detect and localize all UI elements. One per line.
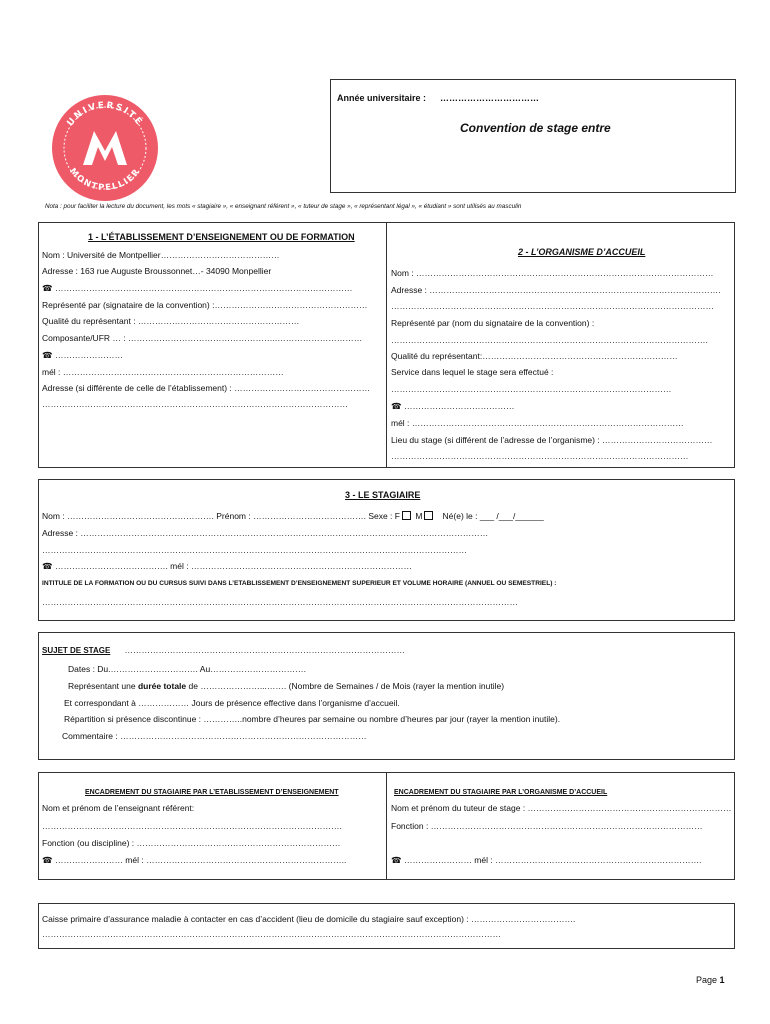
etablissement-telephone-2[interactable]: ☎ …………………… bbox=[42, 350, 123, 360]
organisme-lieu-stage-2[interactable]: …………………………………………………………………………………………… bbox=[391, 451, 689, 461]
organisme-mel[interactable]: mél : …………………………………………………………………………………… bbox=[391, 418, 684, 428]
etablissement-adresse[interactable]: Adresse : 163 rue Auguste Broussonnet…- 34090 Monpellier bbox=[42, 266, 272, 276]
etablissement-nom[interactable]: Nom : Université de Montpellier…………………………………… bbox=[42, 250, 280, 260]
organisme-represente-par[interactable]: Représenté par (nom du signataire de la convention) : bbox=[391, 318, 595, 328]
stagiaire-nom-text: Nom : ……………………………………………. Prénom : …………………………………. Sexe : F bbox=[42, 511, 400, 521]
etablissement-represente-par[interactable]: Représenté par (signataire de la convention) :……………………………………………… bbox=[42, 300, 368, 310]
stagiaire-intitule-value[interactable]: …………………………………………………………………………………………………………………………………………………… bbox=[42, 597, 518, 607]
sujet-label: SUJET DE STAGE bbox=[42, 646, 111, 655]
encadrement-divider bbox=[386, 772, 387, 880]
parties-divider bbox=[386, 222, 387, 468]
duree-prefix: Représentant une bbox=[68, 681, 138, 691]
duree-suffix: de …………………...……. (Nombre de Semaines / de Mois (rayer la mention inutile) bbox=[186, 681, 505, 691]
sujet-dates[interactable]: Dates : Du.…………………………. Au……………………………. bbox=[68, 664, 307, 674]
stagiaire-intitule-label: INTITULE DE LA FORMATION OU DU CURSUS SUIVI DANS L’ETABLISSEMENT D’ENSEIGNEMENT SUPERIEUR ET VOLUME HORAIRE (ANNUEL OU SEMESTRIEL) : bbox=[42, 580, 557, 587]
enseignant-fonction[interactable]: Fonction (ou discipline) : ……………………………………………………………… bbox=[42, 838, 341, 848]
organisme-qualite[interactable]: Qualité du représentant:…………………………………………………………… bbox=[391, 351, 678, 361]
organisme-adresse[interactable]: Adresse : …………………………………………………………………………………………. bbox=[391, 285, 721, 295]
sexe-m-label: M bbox=[415, 511, 423, 521]
sujet-commentaire[interactable]: Commentaire : …………………………………………………………………………… bbox=[62, 731, 367, 741]
enseignant-tel-mel[interactable]: ☎ …………………… mél : …………………………………………………………….. bbox=[42, 855, 347, 865]
svg-text:UNIVERSITÉ: UNIVERSITÉ bbox=[65, 100, 145, 129]
tuteur-tel-mel[interactable]: ☎ …………………… mél : ………………………………………………………………. bbox=[391, 855, 702, 865]
tuteur-nom[interactable]: Nom et prénom du tuteur de stage : ……………………………………………………………… bbox=[391, 803, 732, 813]
section1-title: 1 - L’ÉTABLISSEMENT D’ENSEIGNEMENT OU DE FORMATION bbox=[88, 232, 355, 242]
etablissement-adresse-alt-2[interactable]: ……………………………………………………………………………………………… bbox=[42, 399, 348, 409]
page-number-value: 1 bbox=[719, 975, 725, 985]
encadrement-left-title: ENCADREMENT DU STAGIAIRE PAR L’ETABLISSEMENT D’ENSEIGNEMENT bbox=[85, 789, 339, 796]
enseignant-nom-value[interactable]: ……………………………………………………………………………………………. bbox=[42, 821, 342, 831]
etablissement-adresse-alt[interactable]: Adresse (si différente de celle de l’établissement) : ………………………………………… bbox=[42, 383, 371, 393]
organisme-nom[interactable]: Nom : …………………………………………………………………………………………… bbox=[391, 268, 714, 278]
svg-text:MONTPELLIER: MONTPELLIER bbox=[67, 166, 143, 194]
sujet-correspondant[interactable]: Et correspondant à ……………… Jours de présence effective dans l’organisme d’accueil. bbox=[64, 698, 400, 708]
tuteur-fonction[interactable]: Fonction : …………………………………………………………………………………… bbox=[391, 821, 703, 831]
sujet-repartition[interactable]: Répartition si présence discontinue : …………..nombre d’heures par semaine ou nombre d’heures par jour (rayer la mention inutile). bbox=[64, 714, 561, 724]
organisme-represente-par-value[interactable]: …………………………………………………………………………………………………. bbox=[391, 335, 708, 345]
caisse-line-1[interactable]: Caisse primaire d’assurance maladie à contacter en cas d’accident (lieu de domicile du stagiaire sauf exception) : ………………………………. bbox=[42, 914, 576, 924]
stagiaire-adresse[interactable]: Adresse : ……………………………………………………………………………………………………………………………… bbox=[42, 528, 489, 538]
page-number bbox=[696, 975, 725, 986]
organisme-service-label: Service dans lequel le stage sera effectué : bbox=[391, 367, 554, 377]
annee-label: Année universitaire : bbox=[337, 93, 427, 103]
sujet-value[interactable]: ……………………………………………………………………………………… bbox=[124, 645, 405, 655]
document-title: Convention de stage entre bbox=[460, 121, 611, 135]
stagiaire-tel-mel[interactable]: ☎ …………………………………. mél : …………………………………………………………………… bbox=[42, 561, 412, 571]
caisse-box bbox=[38, 903, 735, 949]
organisme-lieu-stage[interactable]: Lieu du stage (si différent de l’adresse de l’organisme) : ………………………………… bbox=[391, 435, 713, 445]
organisme-adresse-2[interactable]: …………………………………………………………………………………………………… bbox=[391, 301, 714, 311]
ne-le-field[interactable]: Né(e) le : ___ /___/______ bbox=[442, 511, 544, 521]
stagiaire-nom-prenom-sexe[interactable] bbox=[42, 511, 544, 522]
stagiaire-adresse-2[interactable]: …………………………………………………………………………………………………………………………………… bbox=[42, 545, 467, 555]
encadrement-right-title: ENCADREMENT DU STAGIAIRE PAR L’ORGANISME D’ACCUEIL bbox=[394, 789, 608, 796]
sujet-row bbox=[42, 645, 405, 656]
universite-montpellier-logo bbox=[50, 93, 160, 203]
etablissement-mel[interactable]: mél : …………………………………………………………………… bbox=[42, 367, 284, 377]
enseignant-nom-label: Nom et prénom de l’enseignant référent: bbox=[42, 803, 195, 813]
duree-bold: durée totale bbox=[137, 681, 187, 691]
page-label: Page bbox=[696, 975, 718, 985]
caisse-line-2[interactable]: ……………………………………………………………………………………………………………………………………………… bbox=[42, 929, 501, 939]
organisme-telephone[interactable]: ☎ ………………………………… bbox=[391, 401, 515, 411]
etablissement-composante[interactable]: Composante/UFR … : ……………………………………………..………………………… bbox=[42, 333, 363, 343]
sexe-m-checkbox[interactable] bbox=[424, 511, 433, 520]
sujet-duree[interactable] bbox=[68, 681, 504, 692]
organisme-service-value[interactable]: ……………………………………………………………………………………… bbox=[391, 384, 672, 394]
sexe-f-checkbox[interactable] bbox=[402, 511, 411, 520]
section2-title: 2 - L’ORGANISME D’ACCUEIL bbox=[518, 247, 646, 257]
etablissement-telephone[interactable]: ☎ …………………………………………………………………………………………… bbox=[42, 283, 353, 293]
nota-text: Nota : pour faciliter la lecture du document, les mots « stagiaire », « enseignant référent », « tuteur de stage », « représentant légal », « étudiant » sont utilisés au masculin bbox=[45, 203, 522, 210]
annee-value[interactable]: …………………………… bbox=[440, 93, 539, 103]
section3-title: 3 - LE STAGIAIRE bbox=[345, 490, 421, 500]
etablissement-qualite[interactable]: Qualité du représentant : ………………………………………………… bbox=[42, 316, 300, 326]
